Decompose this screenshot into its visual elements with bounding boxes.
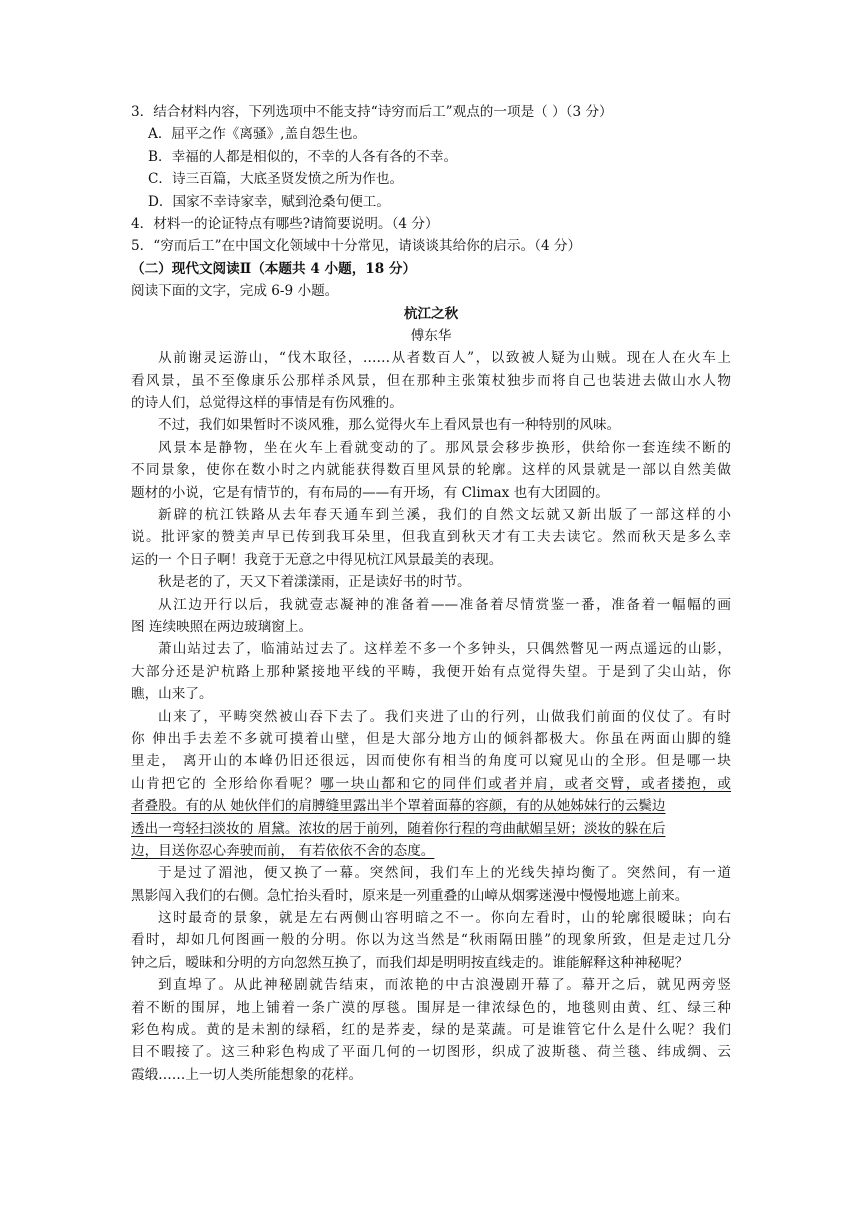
- question-3: 3．结合材料内容，下列选项中不能支持“诗穷而后工”观点的一项是（ ）（3 分）: [131, 104, 613, 120]
- paragraph-line: 彩色构成。黄的是未割的绿稻，红的是荞麦，绿的是菜蔬。可是谁管它什么是什么呢？我们: [131, 1022, 731, 1039]
- paragraph-6: [131, 594, 731, 639]
- paragraph-line: 霞缎……上一切人类所能想象的花样。: [131, 1066, 363, 1083]
- article-title: 杭江之秋: [403, 305, 459, 322]
- paragraph-line: [131, 795, 731, 817]
- paragraph-line: 你 伸出手去差不多就可摸着山壁，但是大部分地方山的倾斜都极大。你虽在两面山脚的缝: [131, 730, 731, 747]
- paragraph-line: 从江边开行以后，我就壹志凝神的准备着——准备着尽情赏鉴一番，准备着一幅幅的画: [158, 596, 731, 613]
- paragraph-line: 里走， 离开山的本峰仍旧还很远，因而使你有相当的角度可以窥见山的全形。但是哪一块: [131, 753, 731, 770]
- paragraph-line: 秋是老的了，天又下着漾漾雨，正是读好书的时节。: [158, 574, 471, 591]
- paragraph-line: 瞧，山来了。: [131, 686, 213, 703]
- paragraph-9: [131, 862, 731, 907]
- paragraph-line: 新辟的杭江铁路从去年春天通车到兰溪，我们的自然文坛就又新出版了一部这样的小: [158, 507, 731, 524]
- q3-option-a: A．屈平之作《离骚》,盖自怨生也。: [148, 126, 367, 143]
- paragraph-line: 目不暇接了。这三种彩色构成了平面几何的一切图形，织成了波斯毯、荷兰毯、纬成绸、云: [131, 1044, 731, 1061]
- underlined-text: 边，目送你忍心奔驶而前， 有若依依不舍的态度。: [131, 842, 435, 859]
- q3-option-d: D．国家不幸诗家幸，赋到沧桑句便工。: [148, 193, 390, 210]
- paragraph-7: [131, 638, 731, 705]
- paragraph-line: [131, 840, 731, 862]
- document-page: [131, 101, 731, 1086]
- paragraph-2: [131, 414, 731, 436]
- paragraph-line: 着不断的围屏，地上铺着一条广漠的厚毯。围屏是一律浓绿色的，地毯则由黄、红、绿三种: [131, 999, 731, 1016]
- paragraph-line: 萧山站过去了，临浦站过去了。这样差不多一个多钟头，只偶然瞥见一两点遥远的山影，: [158, 641, 731, 658]
- paragraph-line: [131, 773, 731, 795]
- question-5: 5．“穷而后工”在中国文化领域中十分常见，请谈谈其给你的启示。（4 分）: [131, 238, 582, 255]
- paragraph-4: [131, 504, 731, 571]
- paragraph-line: 不同景象，使你在数小时之内就能获得数百里风景的轮廓。这样的风景就是一部以自然美做: [131, 462, 731, 479]
- paragraph-line: 风景本是静物，坐在火车上看就变动的了。那风景会移步换形，供给你一套连续不断的: [158, 439, 731, 456]
- paragraph-line: 运的一 个日子啊！我竟于无意之中得见杭江风景最美的表现。: [131, 551, 503, 568]
- section-instruction: 阅读下面的文字，完成 6-9 小题。: [131, 283, 339, 300]
- paragraph-1: [131, 347, 731, 414]
- paragraph-line: 题材的小说，它是有情节的，有布局的——有开场，有 Climax 也有大团圆的。: [131, 484, 609, 501]
- paragraph-line: 于是过了湄池，便又换了一幕。突然间，我们车上的光线失掉均衡了。突然间，有一道: [158, 865, 731, 882]
- underlined-text: 透出一弯轻扫淡妆的 眉黛。浓妆的居于前列，随着你行程的弯曲献媚呈妍；淡妆的躲在后: [131, 820, 666, 837]
- paragraph-line: 说。批评家的赞美声早已传到我耳朵里，但我直到秋天才有工夫去读它。然而秋天是多么幸: [131, 529, 731, 546]
- question-4: 4．材料一的论证特点有哪些?请简要说明。（4 分）: [131, 215, 439, 232]
- q3-option-c: C．诗三百篇，大底圣贤发愤之所为作也。: [148, 171, 404, 188]
- paragraph-line: 图 连续映照在两边玻璃窗上。: [131, 618, 313, 635]
- paragraph-8: [131, 706, 731, 863]
- paragraph-3: [131, 437, 731, 504]
- paragraph-line: 从前谢灵运游山，“伐木取径，……从者数百人”，以致被人疑为山贼。现在人在火车上: [158, 350, 731, 367]
- paragraph-line: 大部分还是沪杭路上那种紧接地平线的平畴，我便开始有点觉得失望。于是到了尖山站，你: [131, 663, 731, 680]
- paragraph-line: 的诗人们，总觉得这样的事情是有伤风雅的。: [131, 395, 403, 412]
- paragraph-line: 钟之后，暧昧和分明的方向忽然互换了，而我们却是明明按直线走的。谁能解释这种神秘呢？: [131, 954, 689, 971]
- paragraph-line: 山来了，平畴突然被山吞下去了。我们夹进了山的行列，山做我们前面的仪仗了。有时: [158, 708, 731, 725]
- paragraph-line: 看风景，虽不至像康乐公那样杀风景，但在那种主张策杖独步而将自己也装进去做山水人物: [131, 372, 731, 389]
- section-heading: （二）现代文阅读Ⅱ（本题共 4 小题，18 分）: [131, 260, 417, 277]
- underlined-text: 哪一块山都和它的同伴们或者并肩，或者交臂，或者搂抱，或: [320, 775, 732, 792]
- paragraph-line: 不过，我们如果暂时不谈风雅，那么觉得火车上看风景也有一种特别的风味。: [158, 417, 621, 434]
- plain-text: 山肯把它的 全形给你看呢？: [131, 775, 321, 792]
- paragraph-5: [131, 571, 731, 593]
- paragraph-11: [131, 974, 731, 1086]
- article-author: 傅东华: [410, 327, 452, 344]
- paragraph-line: 黑影闯入我们的右侧。急忙抬头看时，原来是一列重叠的山嶂从烟雾迷漫中慢慢地遮上前来。: [131, 887, 689, 904]
- q3-option-b: B．幸福的人都是相似的，不幸的人各有各的不幸。: [148, 148, 458, 165]
- paragraph-line: 看时，却如几何图画一般的分明。你以为这当然是“秋雨隔田塍”的现象所致，但是走过几分: [131, 932, 731, 949]
- paragraph-line: [131, 818, 731, 840]
- underlined-text: 者叠股。有的从 她伙伴们的肩膊缝里露出半个罩着面幕的容颜，有的从她姊妹行的云鬓边: [131, 798, 666, 815]
- paragraph-line: 这时最奇的景象，就是左右两侧山容明暗之不一。你向左看时，山的轮廓很暧昧；向右: [158, 910, 731, 927]
- paragraph-line: 到直埠了。从此神秘剧就告结束，而浓艳的中古浪漫剧开幕了。幕开之后，就见两旁竖: [158, 977, 731, 994]
- paragraph-10: [131, 907, 731, 974]
